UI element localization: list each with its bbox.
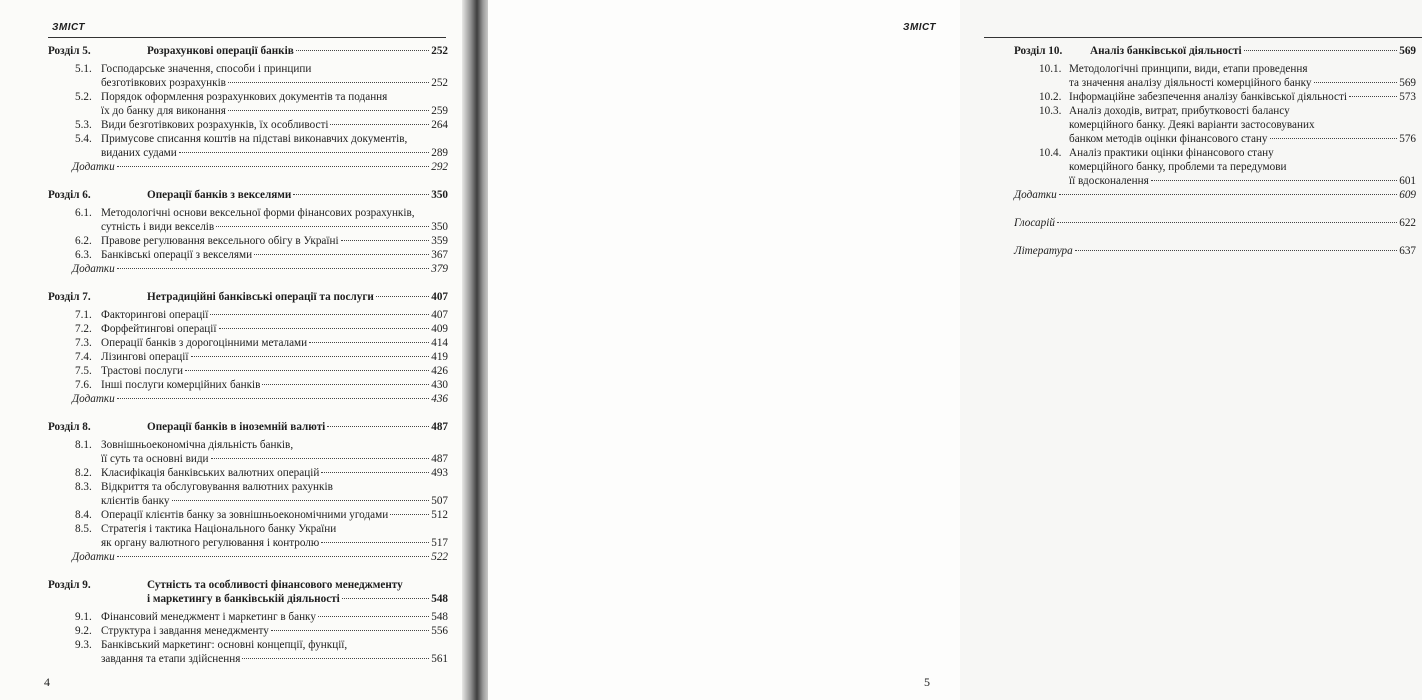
toc-entry-line xyxy=(75,308,448,322)
dot-leader xyxy=(1057,222,1397,223)
entry-text: клієнтів банку xyxy=(101,495,170,507)
toc-entry-line xyxy=(75,350,448,364)
toc-entry-line xyxy=(75,480,448,494)
entry-text: Лізингові операції xyxy=(101,351,189,363)
toc-entry-line xyxy=(75,522,448,536)
toc-section xyxy=(48,188,448,276)
toc-subsection[interactable] xyxy=(75,466,448,480)
subsection-number: 6.1. xyxy=(75,207,92,219)
toc-subsection[interactable] xyxy=(75,624,448,638)
toc-subsection[interactable] xyxy=(1039,146,1416,188)
appendix-label: Додатки xyxy=(1014,189,1057,201)
dot-leader xyxy=(179,152,429,153)
entry-text: Форфейтингові операції xyxy=(101,323,217,335)
section-heading[interactable] xyxy=(48,44,448,58)
entry-text: Примусове списання коштів на підставі виконавчих документів, xyxy=(101,133,408,145)
entry-page-number: 426 xyxy=(431,365,448,377)
dot-leader xyxy=(341,240,430,241)
toc-entry-line xyxy=(75,508,448,522)
toc-entry-line xyxy=(1039,104,1416,118)
toc-subsection[interactable] xyxy=(75,522,448,550)
glossary-entry[interactable] xyxy=(1014,216,1416,230)
toc-entry-line xyxy=(75,62,448,76)
subsection-number: 5.4. xyxy=(75,133,92,145)
entry-text: виданих судами xyxy=(101,147,177,159)
dot-leader xyxy=(185,370,429,371)
subsection-number: 5.1. xyxy=(75,63,92,75)
toc-entry-line xyxy=(1039,174,1416,188)
header-rule-left xyxy=(48,37,446,38)
dot-leader xyxy=(296,50,429,51)
dot-leader xyxy=(271,630,429,631)
toc-entry-line xyxy=(1039,90,1416,104)
dot-leader xyxy=(211,458,430,459)
appendix-page-number: 522 xyxy=(431,551,448,563)
toc-section xyxy=(48,420,448,564)
appendix-page-number: 609 xyxy=(1399,189,1416,201)
entry-text: Банківські операції з векселями xyxy=(101,249,253,261)
entry-text: Факторингові операції xyxy=(101,309,209,321)
section-title: Операції банків в іноземній валюті xyxy=(147,421,326,433)
entry-page-number: 576 xyxy=(1399,133,1416,145)
subsection-number: 10.1. xyxy=(1039,63,1062,75)
toc-entry-line xyxy=(1039,118,1416,132)
dot-leader xyxy=(117,556,429,557)
toc-subsection[interactable] xyxy=(1039,104,1416,146)
dot-leader xyxy=(1244,50,1398,51)
section-title: Операції банків з векселями xyxy=(147,189,292,201)
toc-entry-line xyxy=(75,624,448,638)
entry-page-number: 517 xyxy=(431,537,448,549)
section-page-number: 350 xyxy=(431,189,448,201)
entry-text: сутність і види векселів xyxy=(101,221,215,233)
toc-subsection[interactable] xyxy=(75,378,448,392)
subsection-number: 9.2. xyxy=(75,625,92,637)
toc-subsection[interactable] xyxy=(75,364,448,378)
toc-entry-line xyxy=(75,90,448,104)
entry-text: їх до банку для виконання xyxy=(101,105,226,117)
dot-leader xyxy=(1075,250,1397,251)
dot-leader xyxy=(318,616,429,617)
section-heading[interactable] xyxy=(48,188,448,202)
entry-text: Методологічні основи вексельної форми фінансових розрахунків, xyxy=(101,207,415,219)
subsection-number: 8.2. xyxy=(75,467,92,479)
subsection-number: 9.1. xyxy=(75,611,92,623)
appendix-entry[interactable] xyxy=(48,550,448,564)
section-number: Розділ 7. xyxy=(48,291,91,303)
toc-entry-line xyxy=(75,536,448,550)
toc-entry-line xyxy=(75,104,448,118)
toc-subsection[interactable] xyxy=(75,118,448,132)
entry-page-number: 573 xyxy=(1399,91,1416,103)
section-number: Розділ 10. xyxy=(1014,45,1063,57)
entry-text: комерційного банку, проблеми та передумови xyxy=(1069,161,1287,173)
toc-subsection[interactable] xyxy=(75,438,448,466)
dot-leader xyxy=(321,472,429,473)
toc-entry-line xyxy=(75,206,448,220)
entry-page-number: 359 xyxy=(431,235,448,247)
section-heading[interactable] xyxy=(48,420,448,434)
dot-leader xyxy=(1349,96,1397,97)
dot-leader xyxy=(293,194,429,195)
dot-leader xyxy=(1151,180,1397,181)
toc-entry-line xyxy=(75,220,448,234)
appendix-label: Додатки xyxy=(72,161,115,173)
subsection-number: 6.2. xyxy=(75,235,92,247)
entry-page-number: 350 xyxy=(431,221,448,233)
dot-leader xyxy=(191,356,430,357)
glossary-page-number: 622 xyxy=(1399,217,1416,229)
appendix-label: Додатки xyxy=(72,393,115,405)
section-heading[interactable] xyxy=(48,290,448,304)
entry-text: Інші послуги комерційних банків xyxy=(101,379,261,391)
entry-text: Аналіз практики оцінки фінансового стану xyxy=(1069,147,1274,159)
dot-leader xyxy=(228,110,429,111)
entry-page-number: 487 xyxy=(431,453,448,465)
entry-page-number: 367 xyxy=(431,249,448,261)
entry-text: Стратегія і тактика Національного банку України xyxy=(101,523,337,535)
toc-entry-line xyxy=(75,494,448,508)
dot-leader xyxy=(390,514,429,515)
entry-text: Банківський маркетинг: основні концепції, функції, xyxy=(101,639,348,651)
toc-subsection[interactable] xyxy=(75,308,448,322)
toc-entry-line xyxy=(75,132,448,146)
toc-section xyxy=(48,44,448,174)
toc-entry-line xyxy=(75,336,448,350)
subsection-number: 7.5. xyxy=(75,365,92,377)
dot-leader xyxy=(1270,138,1398,139)
toc-subsection[interactable] xyxy=(75,610,448,624)
entry-text: комерційного банку. Деякі варіанти застосовуваних xyxy=(1069,119,1315,131)
entry-page-number: 430 xyxy=(431,379,448,391)
dot-leader xyxy=(1059,194,1397,195)
toc-section xyxy=(48,578,448,666)
subsection-number: 10.2. xyxy=(1039,91,1062,103)
section-heading[interactable] xyxy=(1014,44,1416,58)
entry-page-number: 548 xyxy=(431,611,448,623)
toc-entry-line xyxy=(1039,132,1416,146)
section-number: Розділ 8. xyxy=(48,421,91,433)
entry-page-number: 407 xyxy=(431,309,448,321)
entry-page-number: 601 xyxy=(1399,175,1416,187)
entry-text: її суть та основні види xyxy=(101,453,209,465)
toc-subsection[interactable] xyxy=(75,90,448,118)
toc-subsection[interactable] xyxy=(75,350,448,364)
entry-text: її вдосконалення xyxy=(1069,175,1149,187)
entry-text: та значення аналізу діяльності комерційного банку xyxy=(1069,77,1312,89)
entry-text: Фінансовий менеджмент і маркетинг в банку xyxy=(101,611,316,623)
toc-right xyxy=(1014,44,1416,272)
toc-subsection[interactable] xyxy=(1039,62,1416,90)
appendix-entry[interactable] xyxy=(48,392,448,406)
subsection-number: 10.4. xyxy=(1039,147,1062,159)
subsection-number: 7.3. xyxy=(75,337,92,349)
section-number: Розділ 6. xyxy=(48,189,91,201)
dot-leader xyxy=(216,226,429,227)
toc-subsection[interactable] xyxy=(75,322,448,336)
literature-entry[interactable] xyxy=(1014,244,1416,258)
glossary-label: Глосарій xyxy=(1014,217,1055,229)
entry-page-number: 414 xyxy=(431,337,448,349)
entry-page-number: 289 xyxy=(431,147,448,159)
entry-page-number: 419 xyxy=(431,351,448,363)
toc-entry-line xyxy=(75,234,448,248)
toc-subsection[interactable] xyxy=(75,508,448,522)
running-head-left: ЗМІСТ xyxy=(52,22,85,33)
entry-page-number: 264 xyxy=(431,119,448,131)
entry-text: Відкриття та обслуговування валютних рахунків xyxy=(101,481,333,493)
entry-text: Операції клієнтів банку за зовнішньоекономічними угодами xyxy=(101,509,389,521)
entry-text: Порядок оформлення розрахункових документів та подання xyxy=(101,91,388,103)
dot-leader xyxy=(327,426,429,427)
entry-text: безготівкових розрахунків xyxy=(101,77,226,89)
subsection-number: 8.5. xyxy=(75,523,92,535)
dot-leader xyxy=(228,82,429,83)
appendix-entry[interactable] xyxy=(48,262,448,276)
subsection-number: 8.1. xyxy=(75,439,92,451)
toc-entry-line xyxy=(1039,146,1416,160)
appendix-entry[interactable] xyxy=(48,160,448,174)
section-number: Розділ 9. xyxy=(48,579,91,591)
dot-leader xyxy=(117,268,429,269)
toc-entry-line xyxy=(75,118,448,132)
section-page-number: 569 xyxy=(1399,45,1416,57)
toc-entry-line xyxy=(1039,160,1416,174)
section-heading[interactable] xyxy=(48,592,448,606)
dot-leader xyxy=(210,314,429,315)
toc-entry-line xyxy=(75,248,448,262)
section-title: Сутність та особливості фінансового менеджменту xyxy=(147,579,403,591)
dot-leader xyxy=(309,342,429,343)
section-title: Нетрадиційні банківські операції та послуги xyxy=(147,291,374,303)
subsection-number: 8.4. xyxy=(75,509,92,521)
dot-leader xyxy=(254,254,429,255)
left-page xyxy=(0,0,466,700)
appendix-page-number: 436 xyxy=(431,393,448,405)
toc-entry-line xyxy=(1039,76,1416,90)
toc-subsection[interactable] xyxy=(75,206,448,234)
dot-leader xyxy=(242,658,429,659)
toc-subsection[interactable] xyxy=(75,62,448,90)
section-page-number: 487 xyxy=(431,421,448,433)
section-page-number: 407 xyxy=(431,291,448,303)
subsection-number: 9.3. xyxy=(75,639,92,651)
subsection-number: 5.3. xyxy=(75,119,92,131)
dot-leader xyxy=(1314,82,1398,83)
section-page-number: 252 xyxy=(431,45,448,57)
toc-entry-line xyxy=(75,146,448,160)
toc-left xyxy=(48,44,448,680)
appendix-page-number: 292 xyxy=(431,161,448,173)
toc-entry-line xyxy=(75,322,448,336)
subsection-number: 7.4. xyxy=(75,351,92,363)
appendix-label: Додатки xyxy=(72,263,115,275)
toc-entry-line xyxy=(75,652,448,666)
appendix-label: Додатки xyxy=(72,551,115,563)
entry-text: Аналіз доходів, витрат, прибутковості балансу xyxy=(1069,105,1290,117)
entry-page-number: 507 xyxy=(431,495,448,507)
subsection-number: 6.3. xyxy=(75,249,92,261)
toc-entry-line xyxy=(75,438,448,452)
dot-leader xyxy=(262,384,429,385)
toc-subsection[interactable] xyxy=(75,336,448,350)
toc-subsection[interactable] xyxy=(75,480,448,508)
toc-entry-line xyxy=(75,638,448,652)
toc-literature xyxy=(1014,244,1416,258)
entry-page-number: 409 xyxy=(431,323,448,335)
dot-leader xyxy=(117,166,429,167)
entry-text: як органу валютного регулювання і контролю xyxy=(101,537,320,549)
toc-entry-line xyxy=(75,610,448,624)
section-title: і маркетингу в банківській діяльності xyxy=(147,593,340,605)
entry-page-number: 252 xyxy=(431,77,448,89)
dot-leader xyxy=(376,296,429,297)
toc-section xyxy=(1014,44,1416,202)
subsection-number: 5.2. xyxy=(75,91,92,103)
header-rule-right xyxy=(984,37,1422,38)
toc-entry-line xyxy=(75,364,448,378)
entry-text: Методологічні принципи, види, етапи проведення xyxy=(1069,63,1308,75)
toc-subsection[interactable] xyxy=(75,132,448,160)
toc-entry-line xyxy=(75,452,448,466)
toc-subsection[interactable] xyxy=(1039,90,1416,104)
section-title: Розрахункові операції банків xyxy=(147,45,294,57)
entry-text: Структура і завдання менеджменту xyxy=(101,625,269,637)
toc-subsection[interactable] xyxy=(75,234,448,248)
subsection-number: 10.3. xyxy=(1039,105,1062,117)
toc-glossary xyxy=(1014,216,1416,230)
appendix-page-number: 379 xyxy=(431,263,448,275)
dot-leader xyxy=(117,398,429,399)
entry-text: Господарське значення, способи і принципи xyxy=(101,63,312,75)
page-number-right: 5 xyxy=(924,675,930,689)
toc-entry-line xyxy=(75,466,448,480)
section-page-number: 548 xyxy=(431,593,448,605)
entry-text: Інформаційне забезпечення аналізу банківської діяльності xyxy=(1069,91,1347,103)
entry-text: Трастові послуги xyxy=(101,365,184,377)
entry-text: Класифікація банківських валютних операцій xyxy=(101,467,320,479)
subsection-number: 7.1. xyxy=(75,309,92,321)
dot-leader xyxy=(342,598,429,599)
toc-entry-line xyxy=(75,378,448,392)
dot-leader xyxy=(330,124,429,125)
dot-leader xyxy=(321,542,429,543)
toc-subsection[interactable] xyxy=(75,638,448,666)
subsection-number: 8.3. xyxy=(75,481,92,493)
entry-text: Правове регулювання вексельного обігу в Україні xyxy=(101,235,339,247)
literature-label: Література xyxy=(1014,245,1073,257)
dot-leader xyxy=(219,328,430,329)
entry-text: завдання та етапи здійснення xyxy=(101,653,241,665)
section-heading[interactable] xyxy=(48,578,448,592)
page-number-left: 4 xyxy=(44,675,50,689)
appendix-entry[interactable] xyxy=(1014,188,1416,202)
entry-text: Операції банків з дорогоцінними металами xyxy=(101,337,308,349)
running-head-right: ЗМІСТ xyxy=(903,22,936,33)
literature-page-number: 637 xyxy=(1399,245,1416,257)
entry-page-number: 569 xyxy=(1399,77,1416,89)
entry-text: банком методів оцінки фінансового стану xyxy=(1069,133,1268,145)
dot-leader xyxy=(172,500,430,501)
right-page xyxy=(488,0,1416,700)
entry-text: Види безготівкових розрахунків, їх особливості xyxy=(101,119,329,131)
entry-page-number: 561 xyxy=(431,653,448,665)
toc-subsection[interactable] xyxy=(75,248,448,262)
entry-page-number: 259 xyxy=(431,105,448,117)
entry-text: Зовнішньоекономічна діяльність банків, xyxy=(101,439,294,451)
toc-section xyxy=(48,290,448,406)
section-number: Розділ 5. xyxy=(48,45,91,57)
toc-entry-line xyxy=(75,76,448,90)
section-title: Аналіз банківської діяльності xyxy=(1090,45,1242,57)
entry-page-number: 512 xyxy=(431,509,448,521)
subsection-number: 7.2. xyxy=(75,323,92,335)
toc-entry-line xyxy=(1039,62,1416,76)
subsection-number: 7.6. xyxy=(75,379,92,391)
entry-page-number: 556 xyxy=(431,625,448,637)
entry-page-number: 493 xyxy=(431,467,448,479)
